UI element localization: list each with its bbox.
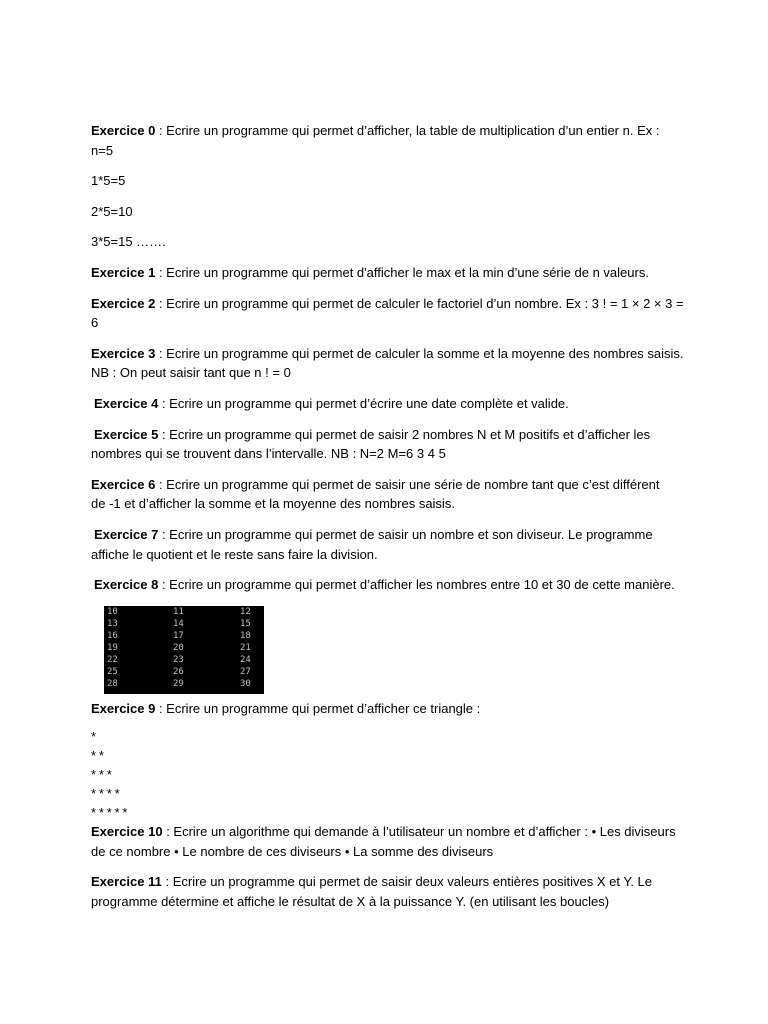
exercise-9 [91, 699, 711, 719]
exercise-text: : Ecrire un programme qui permet d’afficher les nombres entre 10 et 30 de cette manière. [158, 577, 675, 593]
console-row [104, 654, 264, 666]
console-number: 14 [173, 618, 184, 629]
console-number: 16 [107, 630, 118, 641]
exercise-text: : Ecrire un programme qui permet de saisir 2 nombres N et M positifs et d’afficher les [158, 426, 651, 442]
exercise-text: : Ecrire un programme qui permet d’afficher, la table de multiplication d’un entier n. Ex : [155, 123, 660, 138]
exercise-7 [91, 525, 711, 564]
triangle-row: **** [91, 786, 123, 802]
console-number: 18 [240, 630, 251, 641]
triangle-row: ** [91, 748, 107, 764]
console-number: 13 [107, 618, 118, 629]
console-number: 28 [107, 678, 118, 689]
console-row [104, 642, 264, 654]
exercise-text: : Ecrire un programme qui permet d’afficher ce triangle : [155, 700, 481, 716]
exercise-text: n=5 [91, 142, 114, 158]
exercise-label: Exercice 10 [91, 824, 163, 840]
exercise-label: Exercice 0 [91, 123, 156, 138]
console-number: 12 [240, 606, 251, 617]
exercise-label: Exercice 2 [91, 295, 156, 311]
exercise-text: : Ecrire un programme qui permet de calculer le factoriel d’un nombre. Ex : 3 ! = 1 × 2 × 3 = [155, 295, 684, 311]
exercise-10 [91, 822, 711, 861]
console-number: 17 [173, 630, 184, 641]
exercise-11 [91, 872, 711, 911]
exercise-label: Exercice 3 [91, 345, 156, 361]
console-row [104, 666, 264, 678]
exercise-text: : Ecrire un programme qui permet de saisir un nombre et son diviseur. Le programme [158, 526, 653, 542]
console-number: 22 [107, 654, 118, 665]
exercise-text: : Ecrire un programme qui permet de calculer la somme et la moyenne des nombres saisis. [155, 345, 684, 361]
exercise-label: Exercice 4 [94, 395, 159, 411]
console-row [104, 606, 264, 618]
exercise-label: Exercice 5 [94, 426, 159, 442]
console-number: 23 [173, 654, 184, 665]
console-number: 20 [173, 642, 184, 653]
exercise-text: : Ecrire un programme qui permet de saisir une série de nombre tant que c’est différent [155, 476, 660, 492]
console-number: 19 [107, 642, 118, 653]
console-screenshot [104, 606, 264, 694]
exercise-text: affiche le quotient et le reste sans faire la division. [91, 546, 378, 562]
exercise-text: : Ecrire un programme qui permet d'afficher le max et la min d’une série de n valeurs. [155, 264, 649, 280]
triangle-row: ***** [91, 805, 131, 821]
triangle-row: *** [91, 767, 115, 783]
exercise-8 [91, 575, 711, 595]
console-row [104, 678, 264, 690]
console-number: 21 [240, 642, 251, 653]
exercise-1 [91, 263, 711, 283]
console-number: 24 [240, 654, 251, 665]
exercise-label: Exercice 11 [91, 874, 162, 890]
example-output-line: 3*5=15 ……. [91, 234, 166, 250]
exercise-3 [91, 344, 711, 383]
exercise-label: Exercice 1 [91, 264, 156, 280]
exercise-2 [91, 294, 711, 333]
exercise-list [91, 121, 711, 923]
console-number: 27 [240, 666, 251, 677]
example-output-line: 1*5=5 [91, 173, 126, 189]
exercise-text: nombres qui se trouvent dans l’intervalle. NB : N=2 M=6 3 4 5 [91, 446, 446, 462]
exercise-6 [91, 475, 711, 514]
exercise-label: Exercice 6 [91, 476, 156, 492]
console-number: 26 [173, 666, 184, 677]
exercise-text: : Ecrire un programme qui permet de saisir deux valeurs entières positives X et Y. Le [161, 874, 653, 890]
exercise-label: Exercice 7 [94, 526, 159, 542]
console-number: 11 [173, 606, 184, 617]
exercise-text: 6 [91, 315, 99, 331]
example-output-line: 2*5=10 [91, 203, 133, 219]
exercise-text: programme détermine et affiche le résultat de X à la puissance Y. (en utilisant les boucles) [91, 894, 610, 910]
console-number: 30 [240, 678, 251, 689]
console-number: 15 [240, 618, 251, 629]
exercise-0 [91, 121, 711, 160]
exercise-label: Exercice 8 [94, 577, 159, 593]
exercise-4 [91, 394, 711, 414]
exercise-text: de ce nombre • Le nombre de ces diviseurs • La somme des diviseurs [91, 843, 494, 859]
console-number: 10 [107, 606, 118, 617]
exercise-text: : Ecrire un algorithme qui demande à l’utilisateur un nombre et d’afficher : • Les diviseurs [162, 824, 676, 840]
triangle-row: * [91, 729, 99, 745]
console-number: 25 [107, 666, 118, 677]
exercise-5 [91, 425, 711, 464]
triangle-pattern [91, 727, 711, 822]
exercise-text: : Ecrire un programme qui permet d’écrire une date complète et valide. [158, 395, 569, 411]
console-row [104, 630, 264, 642]
exercise-label: Exercice 9 [91, 700, 156, 716]
exercise-text: NB : On peut saisir tant que n ! = 0 [91, 365, 291, 381]
exercise-text: de -1 et d’afficher la somme et la moyenne des nombres saisis. [91, 496, 455, 512]
console-number: 29 [173, 678, 184, 689]
console-row [104, 618, 264, 630]
